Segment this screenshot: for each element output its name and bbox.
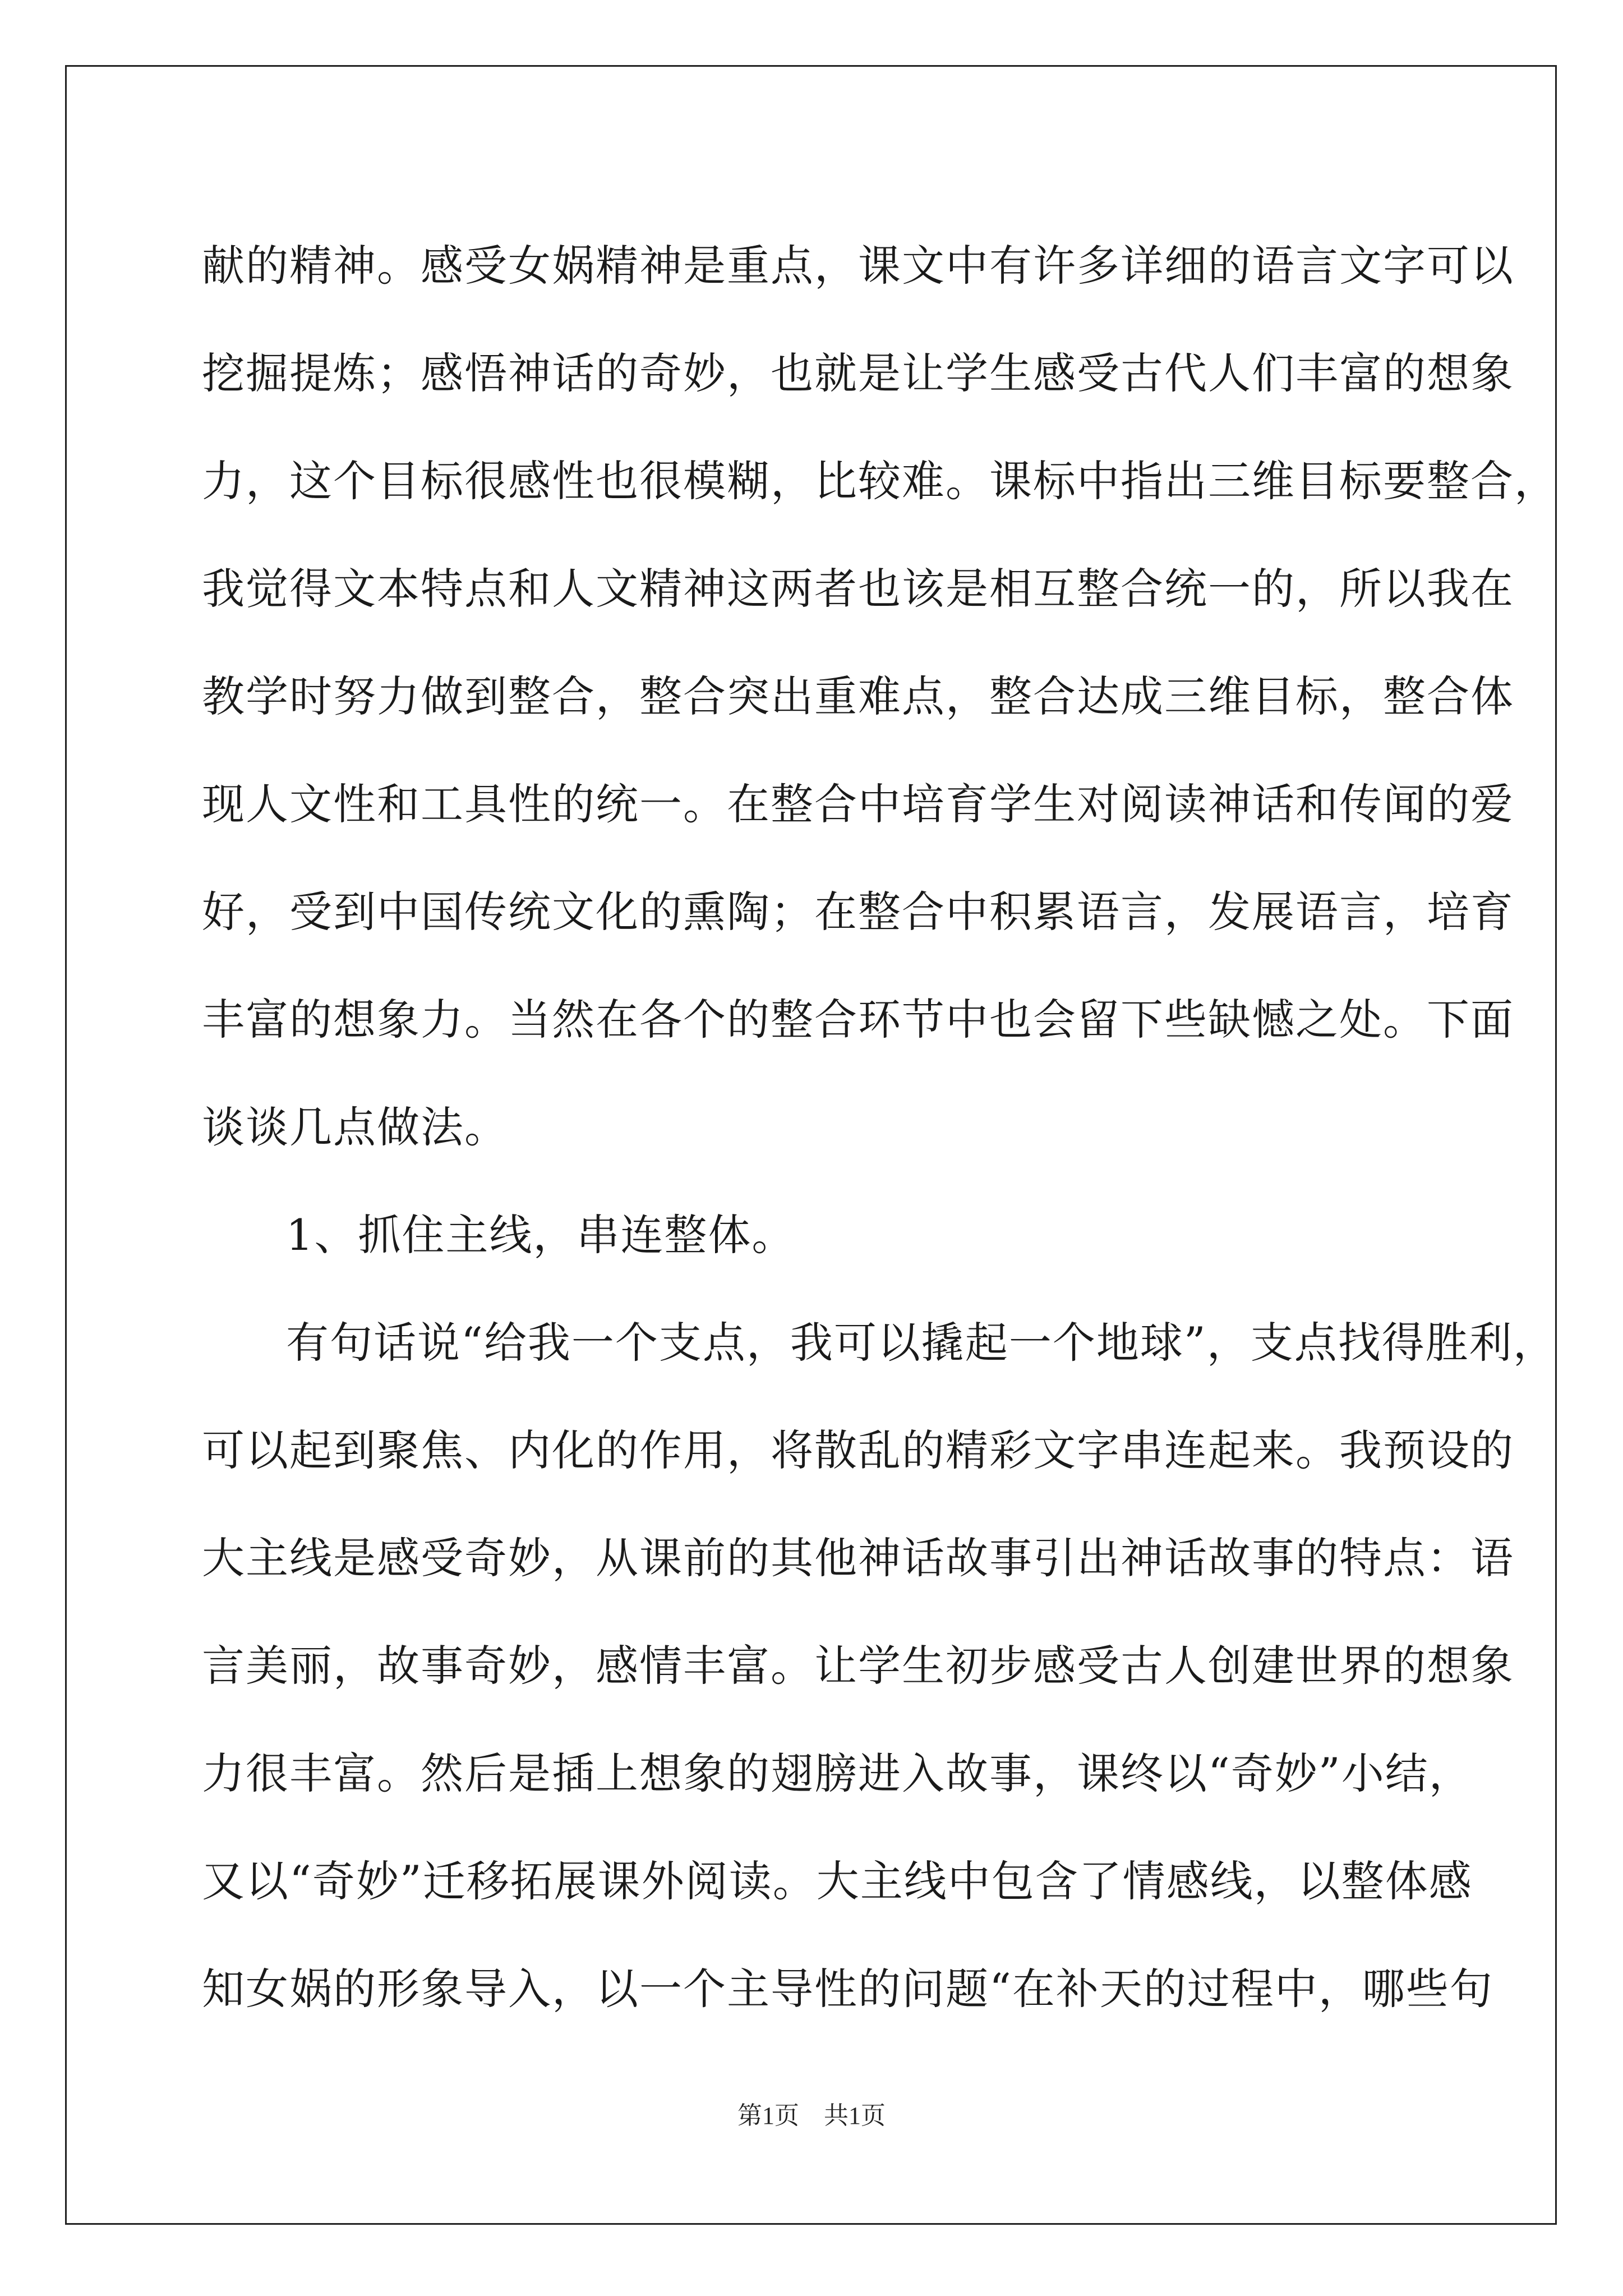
text-line: 教学时努力做到整合，整合突出重难点，整合达成三维目标，整合体 — [202, 671, 1514, 721]
text-line: 丰富的想象力。当然在各个的整合环节中也会留下些缺憾之处。下面 — [202, 995, 1514, 1045]
text-line: 现人文性和工具性的统一。在整合中培育学生对阅读神话和传闻的爱 — [202, 779, 1514, 829]
text-line: 力很丰富。然后是插上想象的翅膀进入故事，课终以“奇妙”小结， — [202, 1749, 1473, 1798]
text-line: 谈谈几点做法。 — [202, 1102, 508, 1152]
page-footer — [0, 2095, 1623, 2131]
document-body — [202, 212, 1558, 2043]
text-line: 献的精神。感受女娲精神是重点，课文中有许多详细的语言文字可以 — [202, 241, 1514, 291]
text-line: 大主线是感受奇妙，从课前的其他神话故事引出神话故事的特点：语 — [202, 1533, 1514, 1583]
text-line: 好，受到中国传统文化的熏陶；在整合中积累语言，发展语言，培育 — [202, 887, 1514, 937]
page-total: 共1页 — [824, 2102, 886, 2129]
text-line: 力，这个目标很感性也很模糊，比较难。课标中指出三维目标要整合， — [202, 456, 1558, 506]
text-line: 可以起到聚焦、内化的作用，将散乱的精彩文字串连起来。我预设的 — [202, 1425, 1514, 1475]
text-line: 我觉得文本特点和人文精神这两者也该是相互整合统一的，所以我在 — [202, 564, 1514, 614]
text-line: 又以“奇妙”迁移拓展课外阅读。大主线中包含了情感线，以整体感 — [202, 1856, 1473, 1906]
text-line: 挖掘提炼；感悟神话的奇妙，也就是让学生感受古代人们丰富的想象 — [202, 348, 1514, 398]
text-line: 言美丽，故事奇妙，感情丰富。让学生初步感受古人创建世界的想象 — [202, 1641, 1514, 1691]
section-heading: 1、抓住主线，串连整体。 — [286, 1210, 796, 1260]
page-number: 第1页 — [737, 2102, 799, 2129]
text-line: 有句话说“给我一个支点，我可以撬起一个地球”，支点找得胜利， — [286, 1318, 1557, 1368]
text-line: 知女娲的形象导入，以一个主导性的问题“在补天的过程中，哪些句 — [202, 1964, 1493, 2014]
